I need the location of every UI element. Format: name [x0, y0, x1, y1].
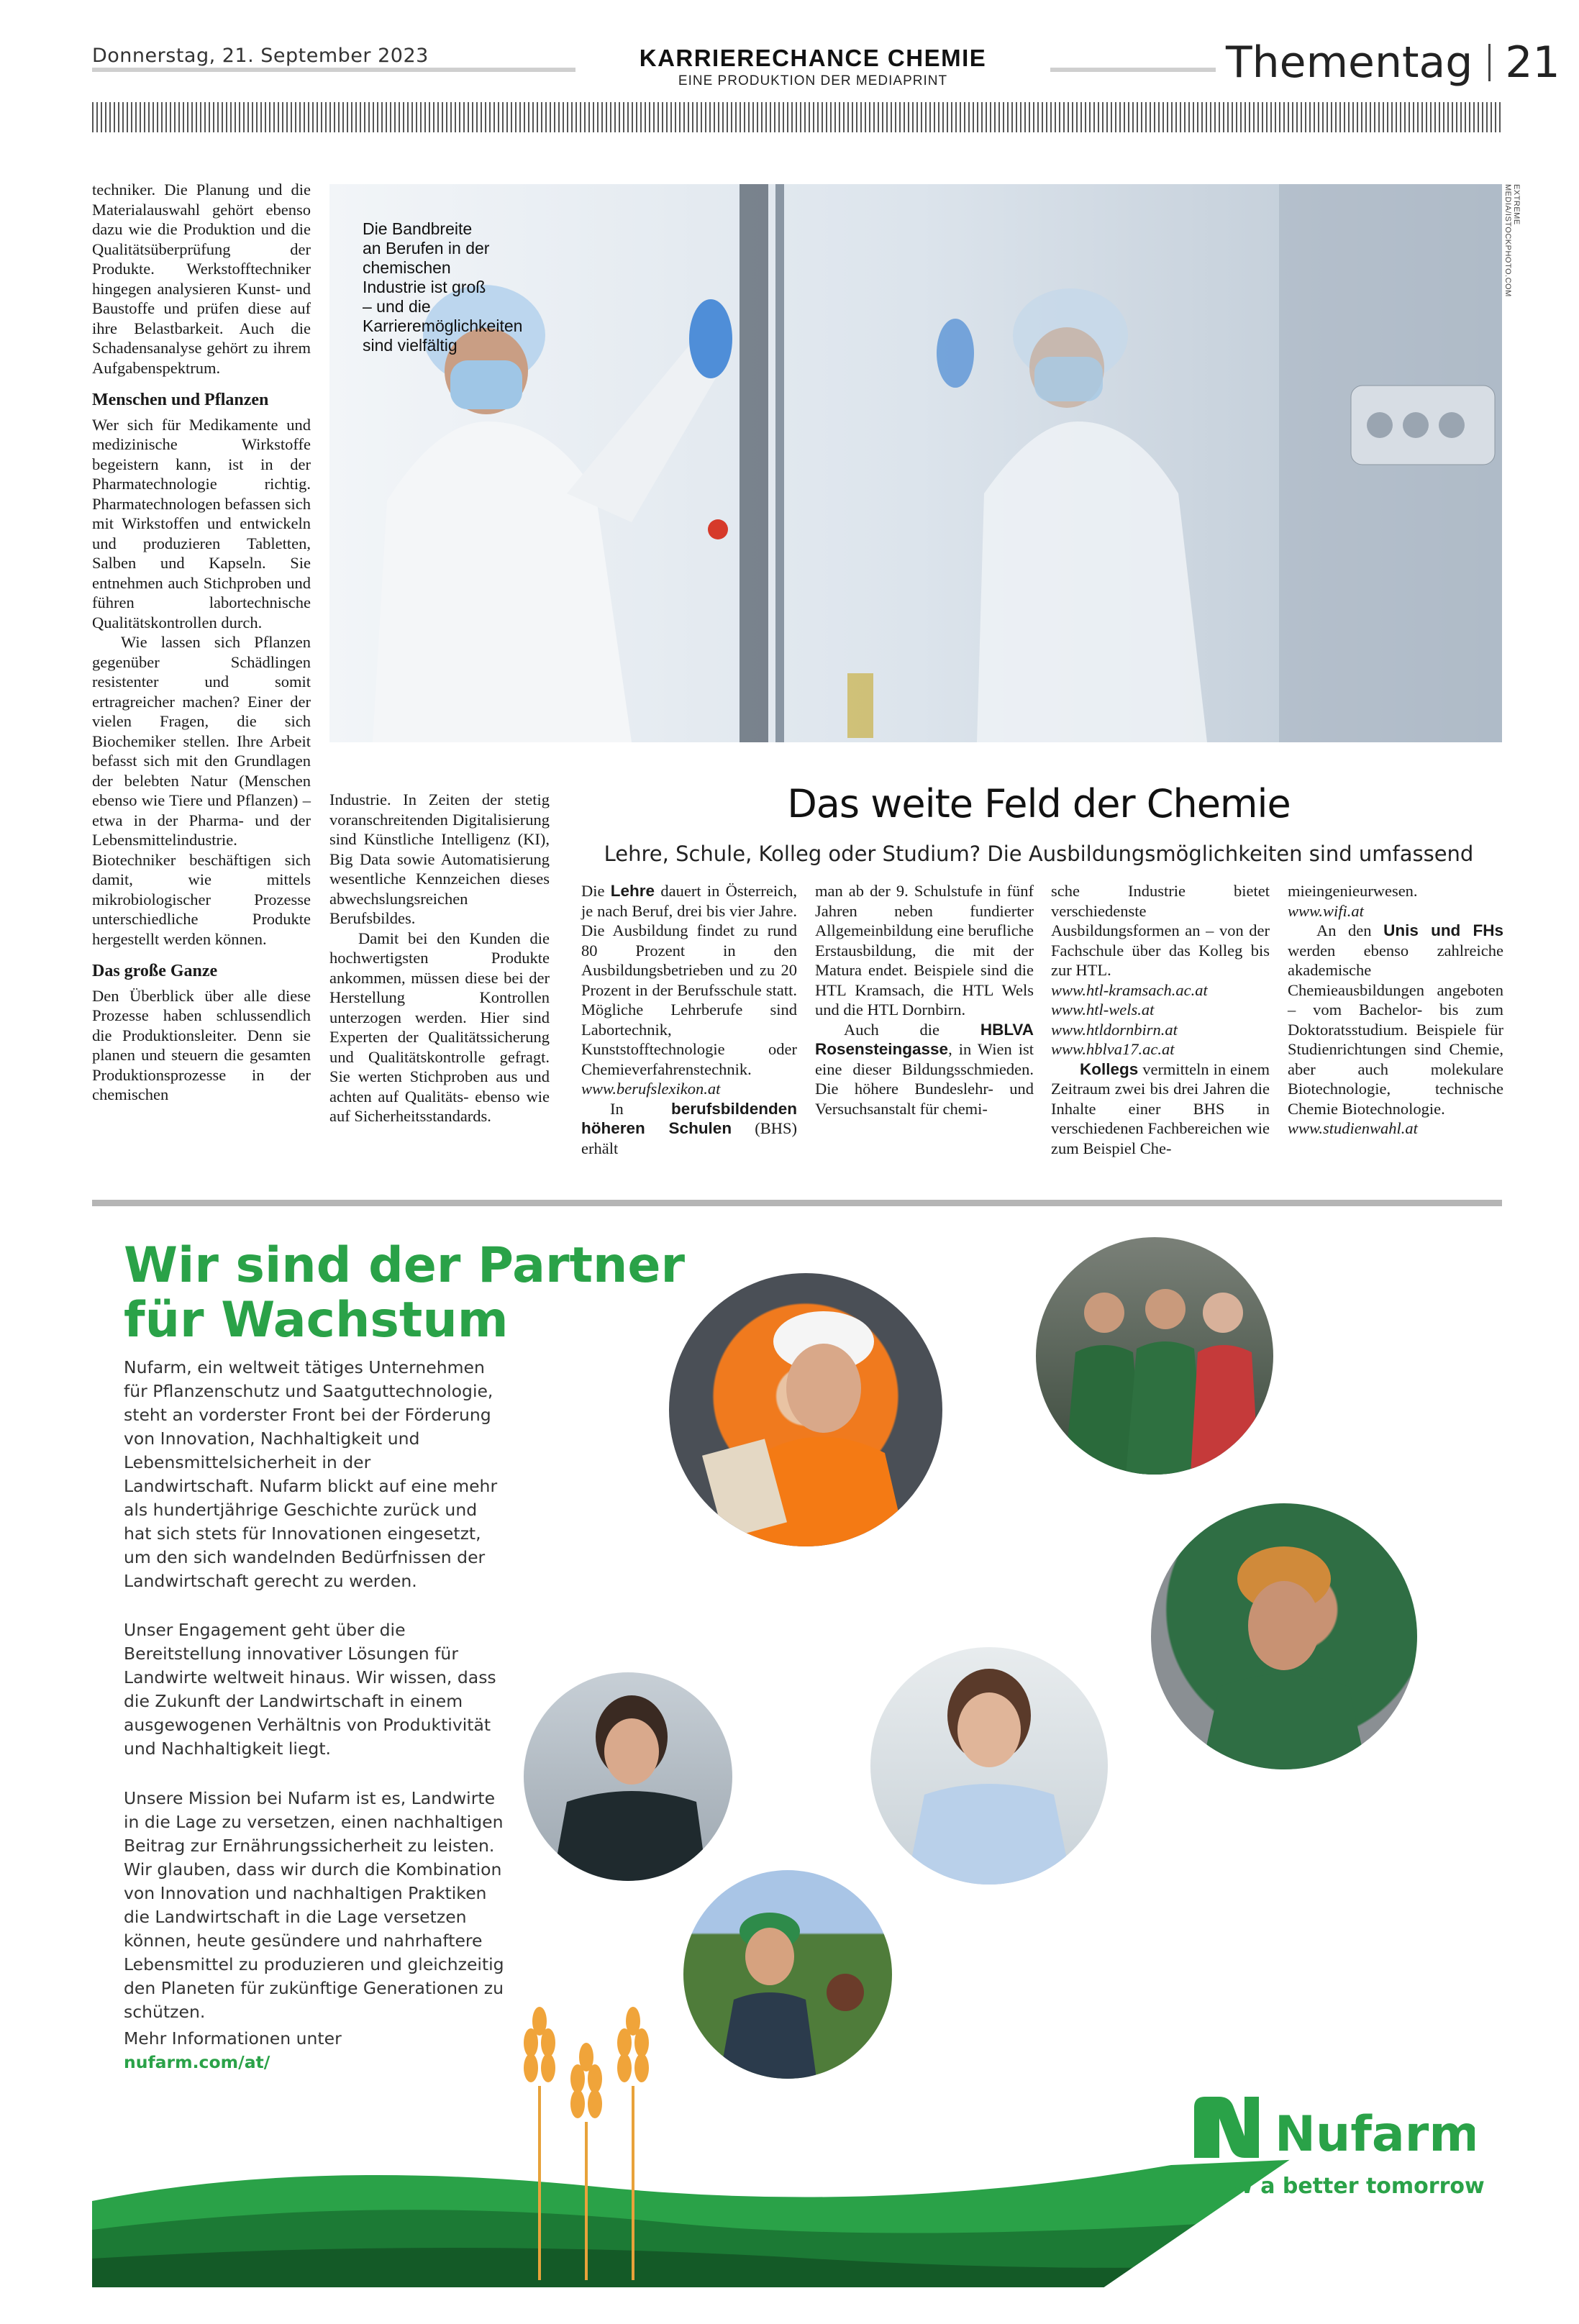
section-banner [575, 45, 1050, 89]
link-studienwahl[interactable]: www.studienwahl.at [1288, 1119, 1418, 1137]
paragraph: mieingenieurwesen. [1288, 882, 1418, 900]
hatched-rule [92, 102, 1502, 132]
article-headline: Das weite Feld der Chemie [787, 781, 1291, 826]
ad-headline-line: für Wachstum [124, 1292, 509, 1349]
link-htl-wels[interactable]: www.htl-wels.at [1051, 1001, 1155, 1019]
bold-term: Kollegs [1080, 1060, 1139, 1078]
link-hblva17[interactable]: www.hblva17.ac.at [1051, 1040, 1175, 1058]
link-wifi[interactable]: www.wifi.at [1288, 901, 1364, 920]
wheat-icon [511, 2007, 676, 2280]
ad-headline-line: Wir sind der Partner [124, 1237, 686, 1294]
brand-tagline: Grow a better tomorrow [1190, 2174, 1485, 2199]
link-htl-kramsach[interactable]: www.htl-kramsach.ac.at [1051, 980, 1208, 999]
paragraph: Wer sich für Medikamente und medizinische Wirkstoffe begeistern kann, ist in der Pharmatechnologie richtig. Pharmatechnologen befassen sich mit Wirkstoffen und entwickeln und produzieren Tabletten, Salben und Kapseln. Sie entnehmen auch Stichproben und führen labortechnische Qualitätskontrollen durch. [92, 415, 311, 632]
ad-more-info [124, 2027, 505, 2074]
paragraph [815, 1020, 1034, 1119]
column-2 [329, 790, 550, 1126]
column-5 [1051, 881, 1270, 1158]
text: Auch die [844, 1020, 980, 1039]
section-divider [92, 1200, 1502, 1206]
paragraph [581, 881, 797, 1079]
header-divider [1488, 44, 1491, 81]
bold-term: Unis und FHs [1383, 921, 1503, 939]
lab-photo [329, 184, 1502, 742]
paragraph: techniker. Die Planung und die Materialauswahl gehört ebenso dazu wie die Produktion und die Qualitätsüberprüfung der Produkte. Werkstofftechniker hingegen analysieren Kunst- und Baustoffe und prüfen diese auf ihre Belastbarkeit. Auch die Schadensanalyse gehört zu ihrem Aufgabenspektrum. [92, 181, 311, 377]
woman-glasses-svg [870, 1647, 1108, 1885]
photo-circle-team [1036, 1237, 1273, 1475]
paragraph: Damit bei den Kunden die hochwertigsten Produkte ankommen, müssen diese bei der Herstellung Kontrollen unterzogen werden. Hier sind Experten der Qualitätssicherung und Qualitätskontrolle gefragt. Sie werten Stichproben aus und achten auf Qualitäts- ebenso wie auf Sicherheitsstandards. [329, 929, 550, 1125]
photo-credit: EXTREME MEDIA/ISTOCKPHOTO.COM [1503, 184, 1521, 297]
column-1 [92, 180, 311, 1105]
photo-circle-woman-jacket [524, 1672, 732, 1881]
column-4 [815, 881, 1034, 1118]
text: Die [581, 882, 611, 900]
ad-paragraph-1: Nufarm, ein weltweit tätiges Unternehmen für Pflanzenschutz und Saatguttechnologie, steht an vorderster Front bei der Förderung von Innovation, Nachhaltigkeit und Lebensmittelsicherheit in der Landwirtschaft. Nufarm blickt auf eine mehr als hundertjährige Geschichte zurück und hat sich stets für Innovationen eingesetzt, um den sich wandelnden Bedürfnissen der Landwirtschaft gerecht zu werden. [124, 1357, 498, 1591]
ad-paragraph-2: Unser Engagement geht über die Bereitstellung innovativer Lösungen für Landwirte weltweit hinaus. Wir wissen, dass die Zukunft der Landwirtschaft in einem ausgewogenen Verhältnis von Produktivität und Nachhaltigkeit liegt. [124, 1620, 496, 1759]
worker-photo-svg [669, 1273, 942, 1546]
paragraph: Den Überblick über alle diese Prozesse haben schlussendlich die Produktionsleiter. Denn sie planen und steuern die gesamten Produktionsprozesse in der chemischen [92, 986, 311, 1103]
paragraph: Wie lassen sich Pflanzen gegenüber Schädlingen resistenter und somit ertragreicher machen? Einer der vielen Fragen, die sich Biochemiker stellen. Ihre Arbeit befasst sich mit den Grundlagen der belebten Natur (Menschen ebenso wie Tiere und Pflanzen) – etwa in der Pharma- und der Lebensmittelindustrie. Biotechniker beschäftigen sich damit, wie mittels mikrobiologischer Prozesse unterschiedliche Produkte hergestellt werden können. [92, 633, 311, 948]
issue-date: Donnerstag, 21. September 2023 [92, 45, 429, 67]
ad-paragraph-3: Unsere Mission bei Nufarm ist es, Landwirte in die Lage zu versetzen, einen nachhaltigen Beitrag zur Ernährungssicherheit zu leisten. Wir glauben, dass wir durch die Kombination von Innovation und nachhaltigen Praktiken die Landwirtschaft in die Lage versetzen können, heute gesündere und nahrhaftere Lebensmittel zu produzieren und gleichzeitig den Planeten für zukünftige Generationen zu schützen. [124, 1788, 504, 2022]
page-number: 21 [1505, 37, 1560, 88]
text: In [610, 1099, 671, 1118]
link-htl-dornbirn[interactable]: www.htldornbirn.at [1051, 1020, 1178, 1039]
link-berufslexikon[interactable]: www.berufslexikon.at [581, 1080, 721, 1098]
paragraph: sche Industrie bietet verschiedenste Ausbildungsformen an – von der Fachschule über das Kolleg bis zur HTL. [1051, 882, 1270, 979]
woman-jacket-svg [524, 1672, 732, 1881]
text: An den [1316, 921, 1384, 939]
photo-circle-field [683, 1870, 892, 2079]
bold-term: berufsbildenden höheren Schulen [581, 1099, 797, 1137]
text: dauert in Österreich, je nach Beruf, drei bis vier Jahre. Die Ausbildung findet zu rund 80 Prozent in den Ausbildungsbetrieben und zu 20 Prozent in der Berufsschule statt. Mögliche Lehrberufe sind Labortechnik, Kunststofftechnologie oder Chemieverfahrenstechnik. [581, 882, 797, 1078]
paragraph [1051, 1060, 1270, 1159]
logo-wordmark: Nufarm [1275, 2106, 1475, 2163]
photo-circle-woman-glasses [870, 1647, 1108, 1885]
paragraph: Industrie. In Zeiten der stetig voranschreitenden Digitalisierung sind Künstliche Intelligenz (KI), Big Data sowie Automatisierung wesentliche Kennzeichen dieses abwechslungsreichen Berufsbildes. [329, 790, 550, 927]
bold-term: HBLVA Rosensteingasse [815, 1020, 1034, 1058]
team-photo-svg [1036, 1237, 1273, 1475]
subheading: Das große Ganze [92, 962, 218, 980]
text: vermitteln in einem Zeitraum zwei bis drei Jahren die Inhalte einer BHS in verschiedenen Fachbereichen wie zum Beispiel Che- [1051, 1060, 1270, 1157]
column-3 [581, 881, 797, 1158]
photo-circle-helmet-worker [1151, 1503, 1417, 1769]
lab-photo-illustration [329, 184, 1502, 742]
paragraph: man ab der 9. Schulstufe in fünf Jahren neben fundierter Allgemeinbildung eine berufliche Erstausbildung, die mit der Matura endet. Beispiele sind die HTL Kramsach, die HTL Wels und die HTL Dornbirn. [815, 882, 1034, 1019]
article-subline: Lehre, Schule, Kolleg oder Studium? Die Ausbildungsmöglichkeiten sind umfassend [604, 842, 1474, 866]
ad-headline [124, 1239, 699, 1348]
ad-more-label: Mehr Informationen unter [124, 2028, 342, 2049]
page-label [1216, 37, 1560, 88]
paragraph [1288, 921, 1503, 1118]
nufarm-logo-mark [1187, 2090, 1475, 2169]
text: werden ebenso zahlreiche akademische Chemieausbildungen angeboten – vom Bachelor- bis zum Doktoratsstudium. Beispiele für Studienrichtungen sind Chemie, aber auch molekulare Biotechnologie, technische Chemie Biotechnologie. [1288, 941, 1503, 1118]
subheading: Menschen und Pflanzen [92, 391, 269, 409]
bold-term: Lehre [610, 882, 655, 900]
helmet-worker-svg [1151, 1503, 1417, 1769]
field-photo-svg [683, 1870, 892, 2079]
section-title: KARRIERECHANCE CHEMIE [639, 45, 987, 71]
paragraph [581, 1099, 797, 1159]
section-subtitle: EINE PRODUKTION DER MEDIAPRINT [678, 73, 948, 88]
photo-caption: Die Bandbreite an Berufen in der chemischen Industrie ist groß – und die Karrieremöglichkeiten sind vielfältig [363, 219, 523, 355]
ressort-name: Thementag [1226, 37, 1473, 88]
ad-website-link[interactable]: nufarm.com/at/ [124, 2052, 270, 2072]
text: (BHS) erhält [581, 1119, 797, 1157]
text: , in Wien ist eine dieser Bildungsschmieden. Die höhere Bundeslehr- und Versuchsanstalt für chemi- [815, 1040, 1034, 1118]
photo-circle-worker-clipboard [669, 1273, 942, 1546]
column-6 [1288, 881, 1503, 1139]
